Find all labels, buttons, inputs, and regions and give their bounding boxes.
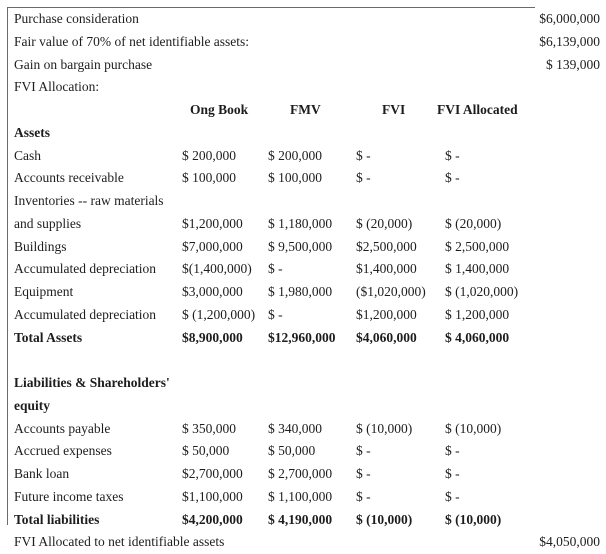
row-label: Accounts payable [14, 420, 111, 436]
cell-fvi-allocated: $ 1,200,000 [445, 306, 510, 322]
summary-row [0, 54, 606, 77]
cell-fvi-allocated: $ - [445, 488, 460, 504]
cell-fmv: $ 340,000 [268, 420, 322, 436]
table-row [0, 463, 606, 486]
cell-fvi: $2,500,000 [356, 238, 417, 254]
cell-fvi [356, 349, 437, 372]
cell-fvi-allocated: $ (20,000) [445, 215, 502, 231]
cell-fmv: $ - [268, 306, 283, 322]
cell-fmv: $ 4,190,000 [268, 511, 333, 527]
footer-amount: $4,050,000 [539, 534, 600, 550]
column-header-fvi-allocated: FVI Allocated [437, 102, 518, 117]
cell-fvi [356, 372, 437, 395]
row-label: Equipment [14, 284, 74, 299]
cell-fvi-allocated: $ - [445, 443, 460, 459]
table-row [0, 213, 606, 236]
cell-fmv: $12,960,000 [268, 329, 336, 345]
document-content [0, 8, 606, 554]
cell-ong-book: $ (1,200,000) [182, 306, 256, 322]
cell-ong-book: $ 100,000 [182, 170, 236, 186]
cell-fmv: $ 50,000 [268, 443, 316, 459]
allocation-table-header-row [0, 99, 606, 122]
cell-fvi: $ (10,000) [356, 511, 413, 527]
summary-row [0, 76, 606, 99]
cell-fmv [268, 372, 356, 395]
summary-label: Purchase consideration [14, 11, 139, 26]
row-label: Accumulated depreciation [14, 261, 157, 277]
row-label: Buildings [14, 238, 67, 254]
cell-fvi-allocated: $ - [445, 147, 460, 163]
cell-ong-book: $ 50,000 [182, 443, 230, 459]
cell-fmv [268, 395, 356, 418]
row-label: Future income taxes [14, 488, 124, 504]
cell-fvi: $1,400,000 [356, 261, 417, 277]
summary-amount: $6,000,000 [539, 11, 600, 26]
summary-label: FVI Allocation: [14, 79, 100, 95]
cell-fvi [356, 122, 437, 145]
cell-ong-book: $ 200,000 [182, 147, 236, 163]
cell-fmv: $ - [268, 261, 283, 277]
cell-fvi: $4,060,000 [356, 329, 417, 345]
cell-ong-book [182, 349, 268, 372]
column-header-fvi: FVI [382, 102, 406, 117]
cell-fvi-allocated: $ (10,000) [445, 511, 502, 527]
cell-fvi-allocated: $ 2,500,000 [445, 238, 510, 254]
cell-ong-book: $8,900,000 [182, 329, 243, 345]
table-row [0, 509, 606, 532]
cell-fmv: $ 1,100,000 [268, 488, 333, 504]
cell-fvi: $ - [356, 443, 371, 459]
cell-fvi-allocated [437, 122, 567, 145]
cell-fvi-allocated: $ - [445, 466, 460, 481]
table-row [0, 349, 606, 372]
cell-fvi-allocated: $ (10,000) [445, 420, 502, 436]
cell-fvi: $ - [356, 170, 371, 186]
summary-amount [600, 76, 606, 99]
cell-fvi [356, 190, 437, 213]
row-label: Liabilities & Shareholders' [14, 375, 170, 390]
cell-fvi-allocated: $ - [445, 170, 460, 186]
summary-section [0, 8, 606, 99]
cell-ong-book: $4,200,000 [182, 511, 243, 527]
cell-ong-book [182, 122, 268, 145]
cell-fvi: $ (20,000) [356, 215, 413, 231]
cell-ong-book: $3,000,000 [182, 284, 243, 299]
cell-fmv: $ 9,500,000 [268, 238, 333, 254]
table-row [0, 395, 606, 418]
cell-ong-book: $(1,400,000) [182, 261, 252, 277]
column-header-ong-book: Ong Book [190, 102, 249, 117]
summary-amount: $ 139,000 [546, 56, 600, 72]
summary-label: Fair value of 70% of net identifiable assets: [14, 33, 250, 49]
cell-fvi-allocated [437, 349, 567, 372]
cell-fvi: ($1,020,000) [356, 284, 426, 299]
table-row [0, 327, 606, 350]
cell-fvi: $1,200,000 [356, 306, 417, 322]
cell-fmv: $ 2,700,000 [268, 466, 333, 481]
row-label: Cash [14, 147, 41, 163]
column-header-fmv: FMV [290, 102, 321, 117]
cell-fvi: $ - [356, 147, 371, 163]
table-row [0, 304, 606, 327]
table-row [0, 190, 606, 213]
table-row [0, 418, 606, 441]
summary-amount: $6,139,000 [539, 33, 600, 49]
cell-ong-book [182, 190, 268, 213]
row-label: Assets [14, 124, 50, 140]
row-label: Total Assets [14, 329, 83, 345]
table-row [0, 440, 606, 463]
row-label: Accounts receivable [14, 170, 124, 186]
cell-fvi-allocated: $ 4,060,000 [445, 329, 510, 345]
cell-fmv: $ 100,000 [268, 170, 322, 186]
cell-ong-book: $1,100,000 [182, 488, 243, 504]
table-row [0, 258, 606, 281]
summary-row [0, 8, 606, 31]
table-row [0, 281, 606, 304]
cell-fmv: $ 200,000 [268, 147, 322, 163]
cell-fvi: $ - [356, 488, 371, 504]
cell-ong-book [182, 372, 268, 395]
cell-fmv [268, 122, 356, 145]
cell-fvi: $ - [356, 466, 371, 481]
cell-fvi-allocated: $ (1,020,000) [445, 284, 519, 299]
row-label: Total liabilities [14, 511, 100, 527]
cell-fmv: $ 1,180,000 [268, 215, 333, 231]
summary-row [0, 31, 606, 54]
cell-ong-book [182, 395, 268, 418]
table-row [0, 372, 606, 395]
table-row [0, 145, 606, 168]
footer-label: FVI Allocated to net identifiable assets [14, 534, 225, 550]
cell-fvi-allocated [437, 372, 567, 395]
cell-fvi [356, 395, 437, 418]
cell-fvi-allocated: $ 1,400,000 [445, 261, 510, 277]
cell-ong-book: $ 350,000 [182, 420, 236, 436]
footer-row [0, 531, 606, 554]
row-label: Accrued expenses [14, 443, 112, 459]
cell-ong-book: $2,700,000 [182, 466, 243, 481]
row-label: Accumulated depreciation [14, 306, 157, 322]
cell-fmv [268, 349, 356, 372]
cell-fvi-allocated [437, 190, 567, 213]
allocation-table-body [0, 122, 606, 532]
row-label [0, 349, 182, 372]
row-label: Inventories -- raw materials [14, 193, 164, 208]
cell-fvi: $ (10,000) [356, 420, 413, 436]
table-row [0, 167, 606, 190]
table-row [0, 122, 606, 145]
cell-fmv [268, 190, 356, 213]
header-spacer [0, 99, 182, 122]
row-label: equity [14, 397, 51, 413]
cell-fvi-allocated [437, 395, 567, 418]
row-label: Bank loan [14, 466, 70, 481]
summary-label: Gain on bargain purchase [14, 56, 153, 72]
table-row [0, 486, 606, 509]
cell-ong-book: $7,000,000 [182, 238, 243, 254]
cell-fmv: $ 1,980,000 [268, 284, 333, 299]
cell-ong-book: $1,200,000 [182, 215, 243, 231]
table-row [0, 236, 606, 259]
row-label: and supplies [14, 215, 82, 231]
